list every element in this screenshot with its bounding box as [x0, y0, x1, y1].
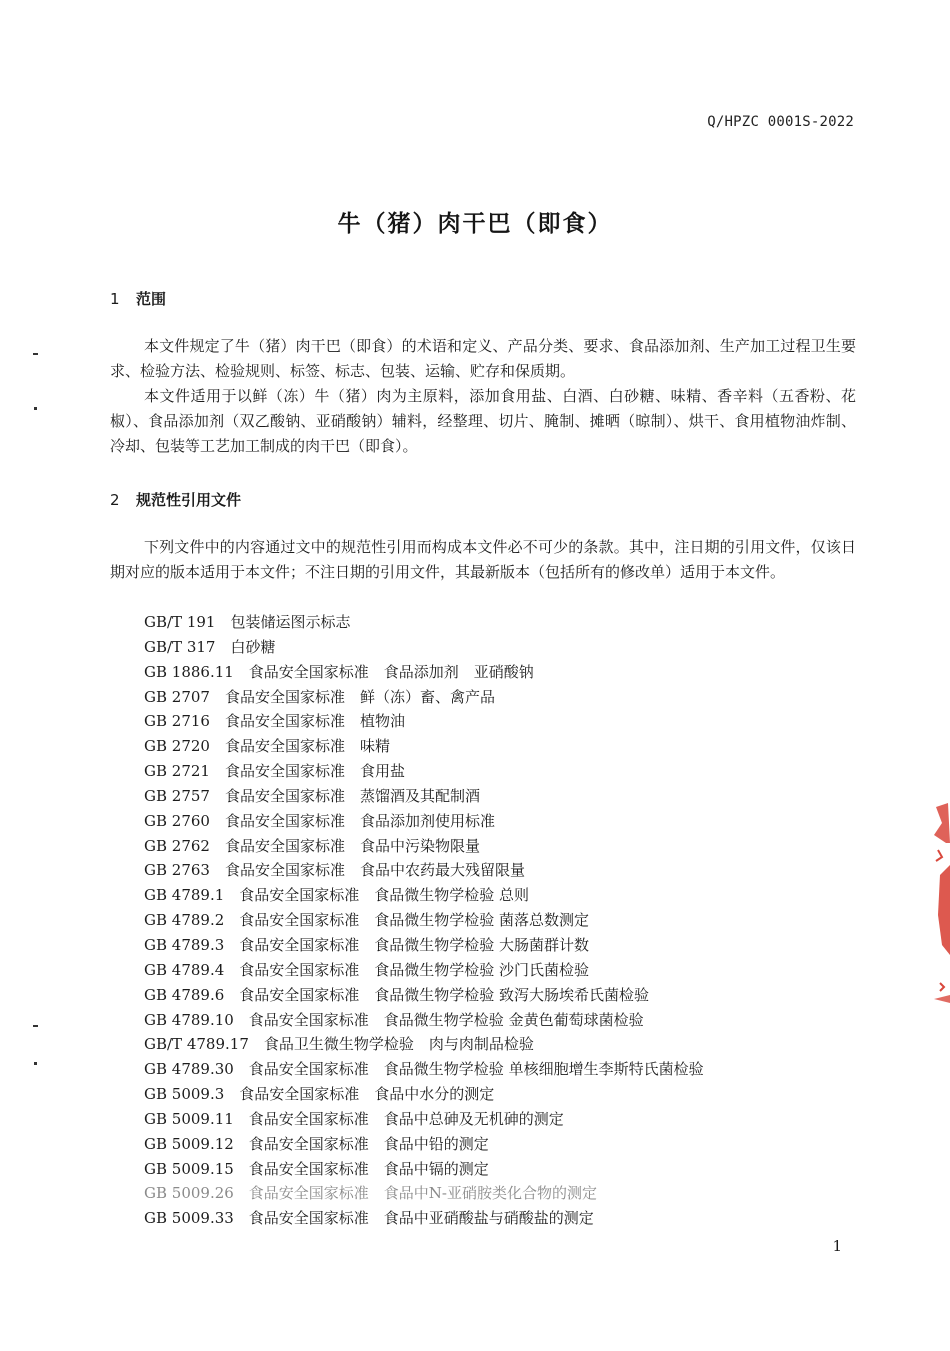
reference-item: GB 2721 食品安全国家标准 食用盐: [144, 762, 405, 781]
section-number: 1: [110, 290, 120, 308]
paragraph: 本文件适用于以鲜（冻）牛（猪）肉为主原料，添加食用盐、白酒、白砂糖、味精、香辛料（五香粉、花椒）、食品添加剂（双乙酸钠、亚硝酸钠）辅料，经整理、切片、腌制、摊晒（晾制）、烘干、食用植物油炸制、冷却、包装等工艺加工制成的肉干巴（即食）。: [110, 387, 856, 455]
scan-mark: [33, 353, 38, 355]
reference-item: GB 5009.26 食品安全国家标准 食品中N-亚硝胺类化合物的测定: [144, 1184, 597, 1203]
reference-item: GB 5009.33 食品安全国家标准 食品中亚硝酸盐与硝酸盐的测定: [144, 1209, 594, 1228]
scan-mark: [34, 1062, 37, 1065]
reference-item: GB 2757 食品安全国家标准 蒸馏酒及其配制酒: [144, 786, 480, 805]
reference-item: GB 5009.15 食品安全国家标准 食品中镉的测定: [144, 1159, 489, 1178]
references-intro: [110, 535, 856, 585]
reference-item: GB/T 191 包装储运图示标志: [144, 613, 351, 631]
reference-item: GB 4789.6 食品安全国家标准 食品微生物学检验 致泻大肠埃希氏菌检验: [144, 985, 650, 1004]
reference-item: GB 2763 食品安全国家标准 食品中农药最大残留限量: [144, 861, 525, 880]
reference-item: GB 2760 食品安全国家标准 食品添加剂使用标准: [144, 811, 495, 830]
document-title: 牛（猪）肉干巴（即食）: [337, 211, 613, 237]
reference-item: GB 5009.3 食品安全国家标准 食品中水分的测定: [144, 1085, 495, 1104]
section-heading-scope: [110, 288, 166, 309]
reference-item: GB 5009.12 食品安全国家标准 食品中铅的测定: [144, 1134, 489, 1153]
section-title: 范围: [136, 290, 167, 308]
reference-item: GB 4789.1 食品安全国家标准 食品微生物学检验 总则: [144, 886, 530, 905]
section-title: 规范性引用文件: [136, 491, 242, 509]
reference-item: GB 4789.30 食品安全国家标准 食品微生物学检验 单核细胞增生李斯特氏菌检验: [144, 1060, 704, 1079]
reference-item: GB 4789.4 食品安全国家标准 食品微生物学检验 沙门氏菌检验: [144, 960, 590, 979]
reference-item: GB 1886.11 食品安全国家标准 食品添加剂 亚硝酸钠: [144, 662, 534, 681]
reference-item: GB 2720 食品安全国家标准 味精: [144, 737, 390, 756]
seal-stamp-fragment-icon: [928, 795, 950, 1030]
scan-mark: [34, 407, 37, 410]
reference-item: GB 5009.11 食品安全国家标准 食品中总砷及无机砷的测定: [144, 1109, 564, 1128]
scan-mark: [33, 1025, 38, 1027]
paragraph: 本文件规定了牛（猪）肉干巴（即食）的术语和定义、产品分类、要求、食品添加剂、生产加工过程卫生要求、检验方法、检验规则、标签、标志、包装、运输、贮存和保质期。: [110, 337, 856, 380]
reference-list: [144, 610, 704, 1231]
reference-item: GB 4789.3 食品安全国家标准 食品微生物学检验 大肠菌群计数: [144, 935, 590, 954]
section-heading-references: [110, 489, 241, 510]
reference-item: GB/T 4789.17 食品卫生微生物学检验 肉与肉制品检验: [144, 1035, 534, 1054]
page-number: 1: [832, 1237, 842, 1255]
section-number: 2: [110, 491, 120, 509]
reference-item: GB 4789.10 食品安全国家标准 食品微生物学检验 金黄色葡萄球菌检验: [144, 1010, 644, 1029]
reference-item: GB 2707 食品安全国家标准 鲜（冻）畜、禽产品: [144, 687, 495, 706]
reference-item: GB 4789.2 食品安全国家标准 食品微生物学检验 菌落总数测定: [144, 911, 590, 930]
reference-item: GB 2762 食品安全国家标准 食品中污染物限量: [144, 836, 480, 855]
reference-item: GB 2716 食品安全国家标准 植物油: [144, 712, 405, 731]
reference-item: GB/T 317 白砂糖: [144, 637, 276, 656]
document-code: Q/HPZC 0001S-2022: [707, 114, 854, 130]
paragraph: 下列文件中的内容通过文中的规范性引用而构成本文件必不可少的条款。其中，注日期的引用文件，仅该日期对应的版本适用于本文件；不注日期的引用文件，其最新版本（包括所有的修改单）适用于本文件。: [110, 538, 856, 581]
scope-text: [110, 334, 856, 459]
